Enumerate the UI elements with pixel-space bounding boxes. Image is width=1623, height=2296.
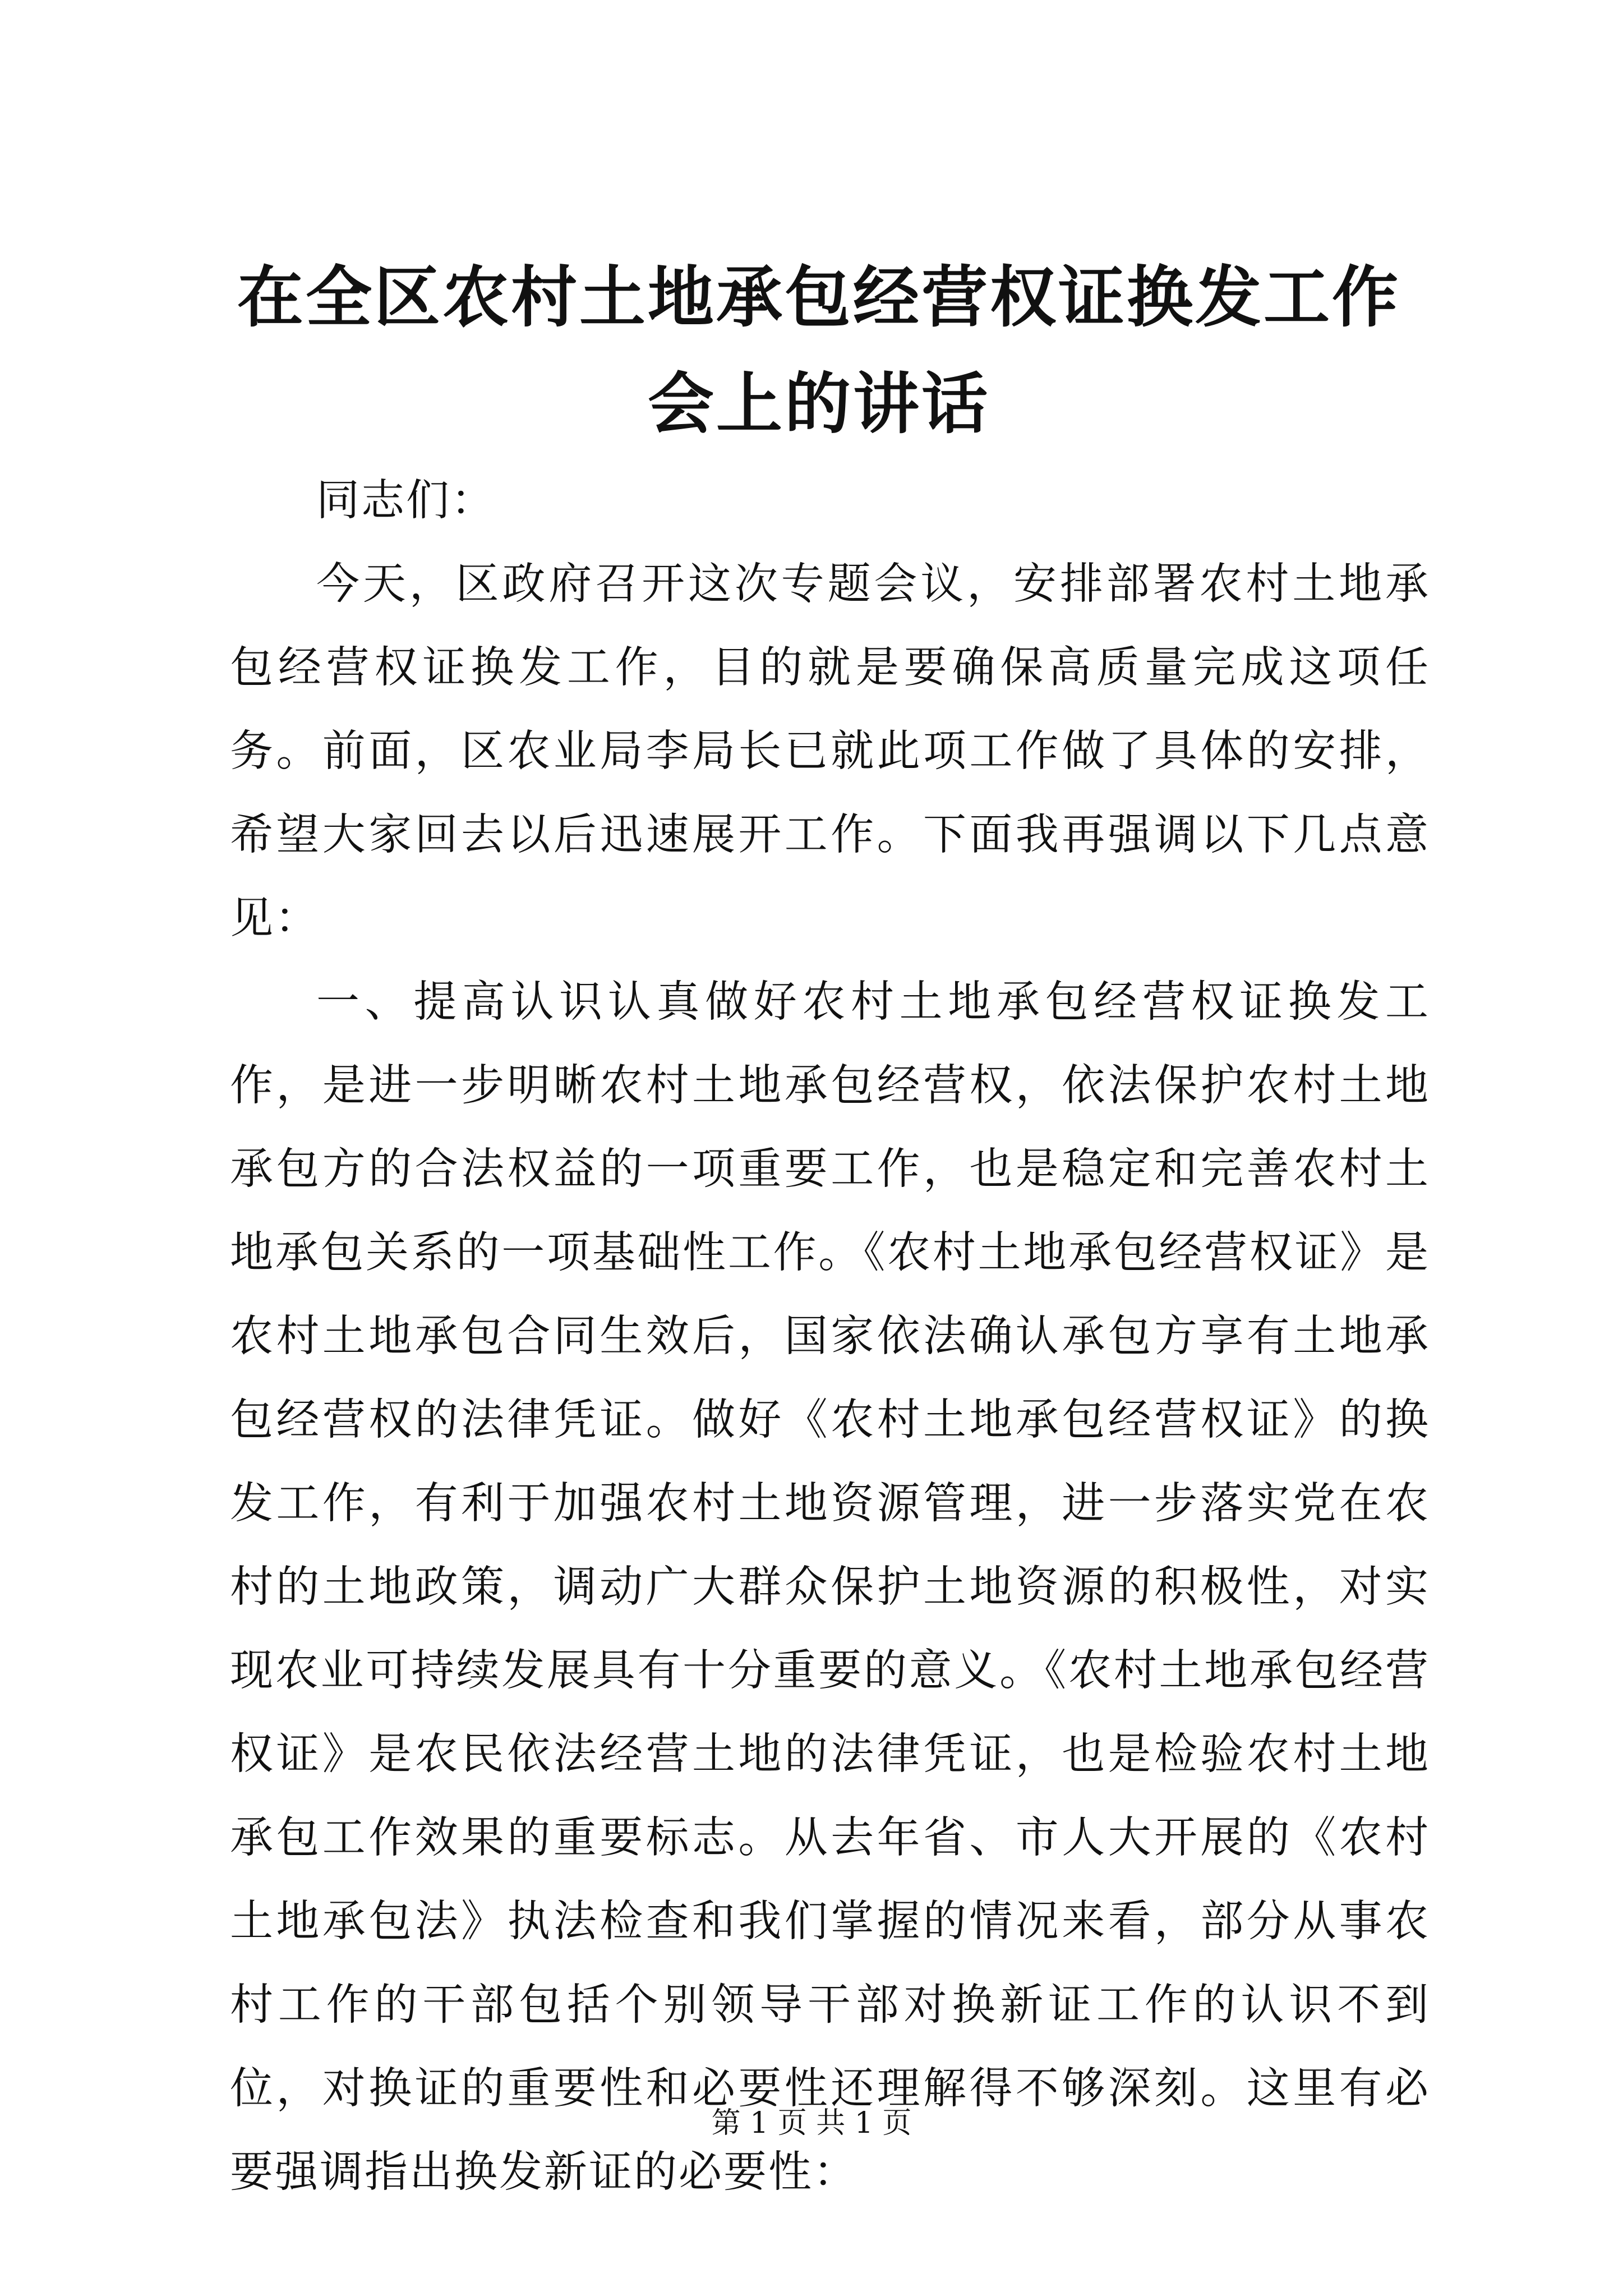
document-title: 在全区农村土地承包经营权证换发工作会上的讲话 xyxy=(237,258,1400,443)
page-number-footer: 第 1 页 共 1 页 xyxy=(711,2106,912,2140)
intro-paragraph: 今天，区政府召开这次专题会议，安排部署农村土地承包经营权证换发工作，目的就是要确保高质量完成这项任务。前面，区农业局李局长已就此项工作做了具体的安排，希望大家回去以后迅速展开工作。下面我再强调以下几点意见： xyxy=(230,559,1430,944)
salutation-paragraph: 同志们： xyxy=(316,476,496,526)
section-one-paragraph: 一、提高认识认真做好农村土地承包经营权证换发工作，是进一步明晰农村土地承包经营权，依法保护农村土地承包方的合法权益的一项重要工作，也是稳定和完善农村土地承包关系的一项基础性工作。《农村土地承包经营权证》是农村土地承包合同生效后，国家依法确认承包方享有土地承包经营权的法律凭证。做好《农村土地承包经营权证》的换发工作，有利于加强农村土地资源管理，进一步落实党在农村的土地政策，调动广大群众保护土地资源的积极性，对实现农业可持续发展具有十分重要的意义。《农村土地承包经营权证》是农民依法经营土地的法律凭证，也是检验农村土地承包工作效果的重要标志。从去年省、市人大开展的《农村土地承包法》执法检查和我们掌握的情况来看，部分从事农村工作的干部包括个别领导干部对换新证工作的认识不到位，对换证的重要性和必要性还理解得不够深刻。这里有必要强调指出换发新证的必要性： xyxy=(230,977,1430,2197)
document-body xyxy=(230,459,1430,2214)
